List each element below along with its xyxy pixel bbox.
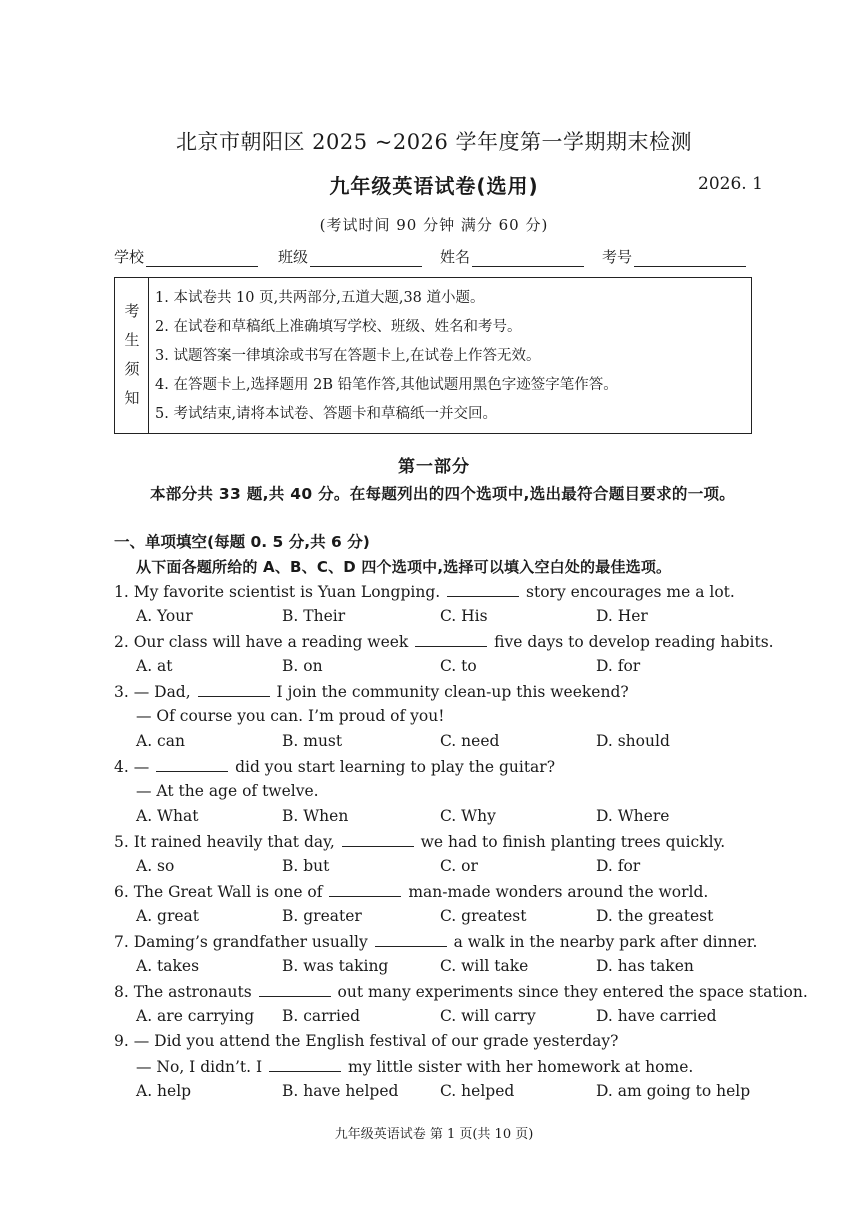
answer-option[interactable]: B. on: [282, 657, 323, 675]
answer-option[interactable]: C. His: [440, 607, 488, 625]
answer-option[interactable]: D. Where: [596, 807, 670, 825]
question-stem: [114, 757, 555, 776]
answer-option[interactable]: A. so: [136, 857, 175, 875]
question-text-after: I join the community clean-up this weekend?: [271, 683, 629, 701]
question-text-before: 1. My favorite scientist is Yuan Longping.: [114, 583, 446, 601]
answer-blank[interactable]: [259, 982, 331, 997]
answer-option[interactable]: A. help: [136, 1082, 192, 1100]
answer-option[interactable]: B. Their: [282, 607, 346, 625]
question-text-after: man-made wonders around the world.: [403, 883, 709, 901]
notice-item: 5. 考试结束,请将本试卷、答题卡和草稿纸一并交回。: [155, 406, 498, 422]
class-line[interactable]: [310, 248, 422, 267]
question-text-before: 7. Daming’s grandfather usually: [114, 933, 373, 951]
question-stem: [114, 882, 708, 901]
question-text: 9. — Did you attend the English festival of our grade yesterday?: [114, 1032, 619, 1050]
question-dialogue-line: [136, 1057, 693, 1076]
answer-option[interactable]: D. the greatest: [596, 907, 714, 925]
answer-option[interactable]: C. to: [440, 657, 477, 675]
answer-option[interactable]: B. When: [282, 807, 349, 825]
answer-option[interactable]: A. at: [136, 657, 173, 675]
exam-no-field[interactable]: [602, 246, 746, 267]
answer-option[interactable]: B. have helped: [282, 1082, 399, 1100]
answer-option[interactable]: A. can: [136, 732, 185, 750]
answer-option[interactable]: B. carried: [282, 1007, 361, 1025]
question-dialogue-line: [136, 707, 444, 725]
answer-option[interactable]: B. greater: [282, 907, 362, 925]
question-stem: [114, 682, 629, 701]
answer-option[interactable]: A. great: [136, 907, 200, 925]
part-intro: 本部分共 33 题,共 40 分。在每题列出的四个选项中,选出最符合题目要求的一项。: [150, 485, 736, 503]
answer-blank[interactable]: [198, 682, 270, 697]
answer-option[interactable]: D. has taken: [596, 957, 694, 975]
notice-item: 2. 在试卷和草稿纸上准确填写学校、班级、姓名和考号。: [155, 319, 522, 335]
exam-title: 北京市朝阳区 2025 ~2026 学年度第一学期期末检测: [175, 130, 692, 154]
class-label: 班级: [278, 248, 309, 266]
answer-option[interactable]: D. for: [596, 857, 641, 875]
question-text-before: — No, I didn’t. I: [136, 1058, 268, 1076]
class-field[interactable]: [278, 246, 422, 267]
exam-no-label: 考号: [602, 248, 633, 266]
answer-option[interactable]: C. Why: [440, 807, 496, 825]
question-stem: [114, 582, 735, 601]
answer-option[interactable]: D. am going to help: [596, 1082, 751, 1100]
answer-option[interactable]: A. Your: [136, 607, 193, 625]
exam-date: 2026. 1: [698, 174, 763, 194]
question-text-after: did you start learning to play the guitar?: [230, 758, 556, 776]
question-text-before: 3. — Dad,: [114, 683, 196, 701]
school-label: 学校: [114, 248, 145, 266]
answer-option[interactable]: D. should: [596, 732, 670, 750]
answer-blank[interactable]: [329, 882, 401, 897]
notice-item: 1. 本试卷共 10 页,共两部分,五道大题,38 道小题。: [155, 290, 485, 306]
question-stem: [114, 932, 757, 951]
answer-blank[interactable]: [342, 832, 414, 847]
question-text-before: 2. Our class will have a reading week: [114, 633, 414, 651]
exam-no-line[interactable]: [634, 248, 746, 267]
answer-option[interactable]: C. need: [440, 732, 500, 750]
question-text-after: out many experiments since they entered the space station.: [332, 983, 808, 1001]
student-info-fields: [114, 246, 754, 270]
part-title: 第一部分: [398, 457, 470, 477]
question-text-before: 4. —: [114, 758, 155, 776]
answer-blank[interactable]: [375, 932, 447, 947]
section-description: 从下面各题所给的 A、B、C、D 四个选项中,选择可以填入空白处的最佳选项。: [136, 558, 672, 576]
answer-blank[interactable]: [415, 632, 487, 647]
answer-option[interactable]: B. but: [282, 857, 330, 875]
question-stem: [114, 1032, 618, 1050]
question-text-before: 8. The astronauts: [114, 983, 257, 1001]
answer-blank[interactable]: [156, 757, 228, 772]
answer-option[interactable]: C. will carry: [440, 1007, 536, 1025]
answer-option[interactable]: C. greatest: [440, 907, 527, 925]
question-text-after: five days to develop reading habits.: [489, 633, 774, 651]
school-field[interactable]: [114, 246, 258, 267]
answer-option[interactable]: C. helped: [440, 1082, 515, 1100]
notice-item: 3. 试题答案一律填涂或书写在答题卡上,在试卷上作答无效。: [155, 348, 541, 364]
exam-subtitle: 九年级英语试卷(选用): [329, 174, 539, 198]
question-stem: [114, 832, 725, 851]
notice-heading-char: 知: [124, 389, 140, 407]
question-text-after: we had to finish planting trees quickly.: [415, 833, 726, 851]
notice-box: [114, 277, 752, 434]
question-dialogue-line: [136, 782, 319, 800]
notice-heading-char: 考: [124, 302, 140, 320]
answer-blank[interactable]: [269, 1057, 341, 1072]
answer-option[interactable]: C. or: [440, 857, 478, 875]
notice-heading-char: 生: [124, 331, 140, 349]
notice-heading: [115, 278, 149, 433]
answer-blank[interactable]: [447, 582, 519, 597]
question-text-after: a walk in the nearby park after dinner.: [448, 933, 758, 951]
question-text-after: my little sister with her homework at home.: [343, 1058, 694, 1076]
notice-heading-char: 须: [124, 360, 140, 378]
question-text: — At the age of twelve.: [136, 782, 319, 800]
notice-item: 4. 在答题卡上,选择题用 2B 铅笔作答,其他试题用黑色字迹签字笔作答。: [155, 377, 618, 393]
page-footer: 九年级英语试卷 第 1 页(共 10 页): [334, 1127, 534, 1142]
question-text-before: 6. The Great Wall is one of: [114, 883, 328, 901]
question-stem: [114, 982, 808, 1001]
answer-option[interactable]: D. have carried: [596, 1007, 717, 1025]
answer-option[interactable]: B. must: [282, 732, 343, 750]
answer-option[interactable]: A. What: [136, 807, 199, 825]
answer-option[interactable]: B. was taking: [282, 957, 389, 975]
question-text-before: 5. It rained heavily that day,: [114, 833, 340, 851]
name-field[interactable]: [440, 246, 584, 267]
answer-option[interactable]: A. takes: [136, 957, 200, 975]
answer-option[interactable]: C. will take: [440, 957, 529, 975]
name-line[interactable]: [472, 248, 584, 267]
section-title: 一、单项填空(每题 0. 5 分,共 6 分): [114, 533, 370, 551]
name-label: 姓名: [440, 248, 471, 266]
question-text-after: story encourages me a lot.: [521, 583, 735, 601]
school-line[interactable]: [146, 248, 258, 267]
exam-info: (考试时间 90 分钟 满分 60 分): [319, 216, 549, 234]
answer-option[interactable]: A. are carrying: [136, 1007, 255, 1025]
question-stem: [114, 632, 774, 651]
answer-option[interactable]: D. Her: [596, 607, 648, 625]
question-text: — Of course you can. I’m proud of you!: [136, 707, 445, 725]
answer-option[interactable]: D. for: [596, 657, 641, 675]
